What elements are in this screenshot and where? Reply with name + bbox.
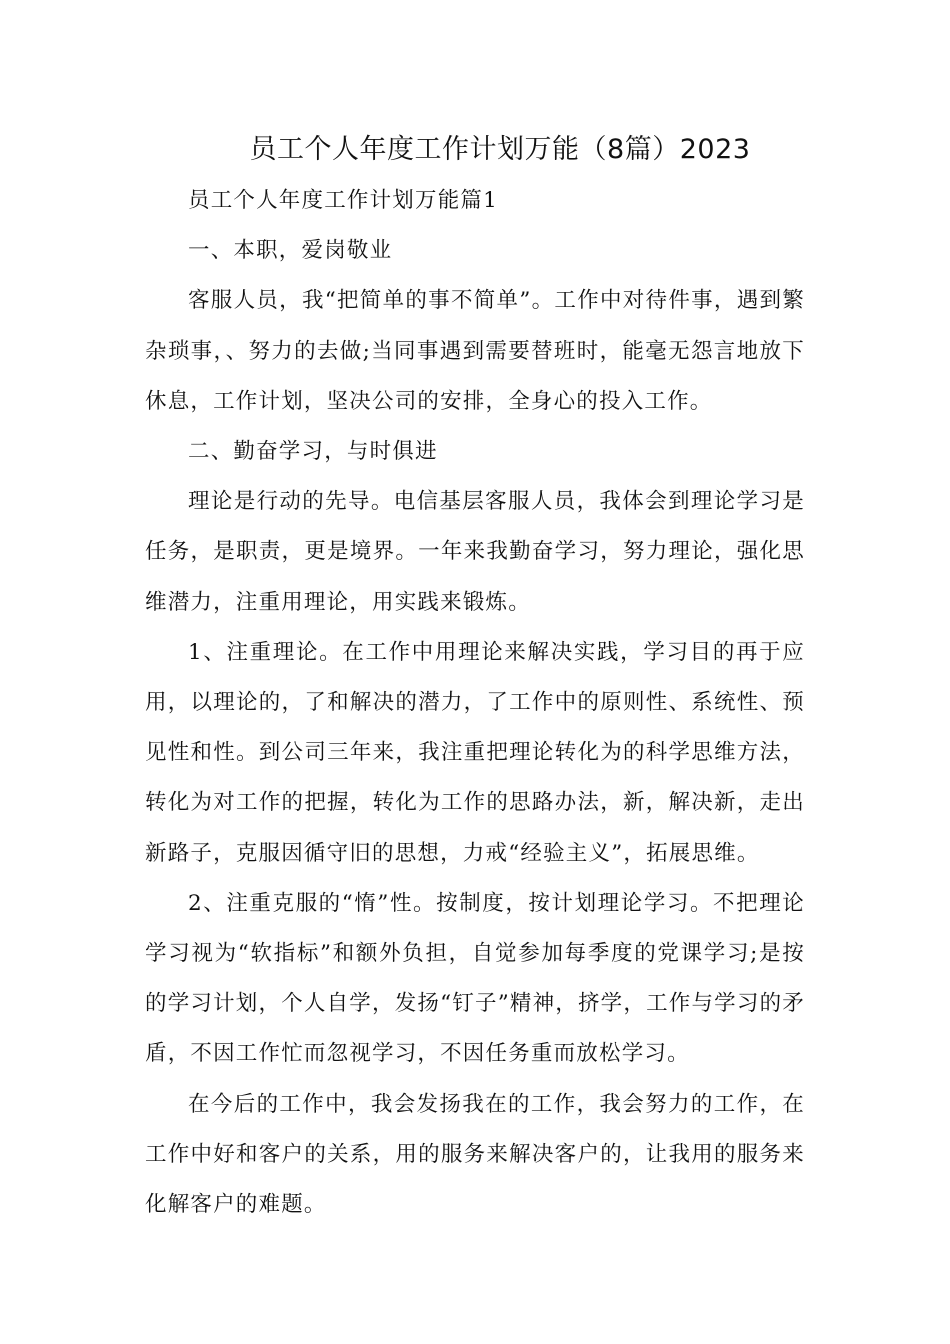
paragraph: 客服人员，我“把简单的事不简单”。工作中对待件事，遇到繁杂琐事，、努力的去做;当同事遇到需要替班时，能毫无怨言地放下休息，工作计划，坚决公司的安排，全身心的投入工作。 — [145, 288, 805, 414]
paragraph: 理论是行动的先导。电信基层客服人员，我体会到理论学习是任务，是职责，更是境界。一年来我勤奋学习，努力理论，强化思维潜力，注重用理论，用实践来锻炼。 — [145, 489, 805, 615]
subheading: 一、本职，爱岗敬业 — [188, 238, 393, 264]
paragraph: 1、注重理论。在工作中用理论来解决实践，学习目的再于应用，以理论的，了和解决的潜力，了工作中的原则性、系统性、预见性和性。到公司三年来，我注重把理论转化为的科学思维方法，转化为对工作的把握，转化为工作的思路办法，新，解决新，走出新路子，克服因循守旧的思想，力戒“经验主义”，拓展思维。 — [145, 639, 805, 866]
section-heading: 员工个人年度工作计划万能篇1 — [188, 188, 498, 213]
subheading: 二、勤奋学习，与时俱进 — [188, 439, 438, 465]
document-body — [145, 176, 805, 1230]
document-title: 员工个人年度工作计划万能（8篇）2023 — [249, 134, 751, 165]
paragraph: 在今后的工作中，我会发扬我在的工作，我会努力的工作，在工作中好和客户的关系，用的服务来解决客户的，让我用的服务来化解客户的难题。 — [145, 1091, 805, 1218]
paragraph: 2、注重克服的“惰”性。按制度，按计划理论学习。不把理论学习视为“软指标”和额外负担，自觉参加每季度的党课学习;是按的学习计划，个人自学，发扬“钉子”精神，挤学，工作与学习的矛盾，不因工作忙而忽视学习，不因任务重而放松学习。 — [145, 890, 805, 1067]
